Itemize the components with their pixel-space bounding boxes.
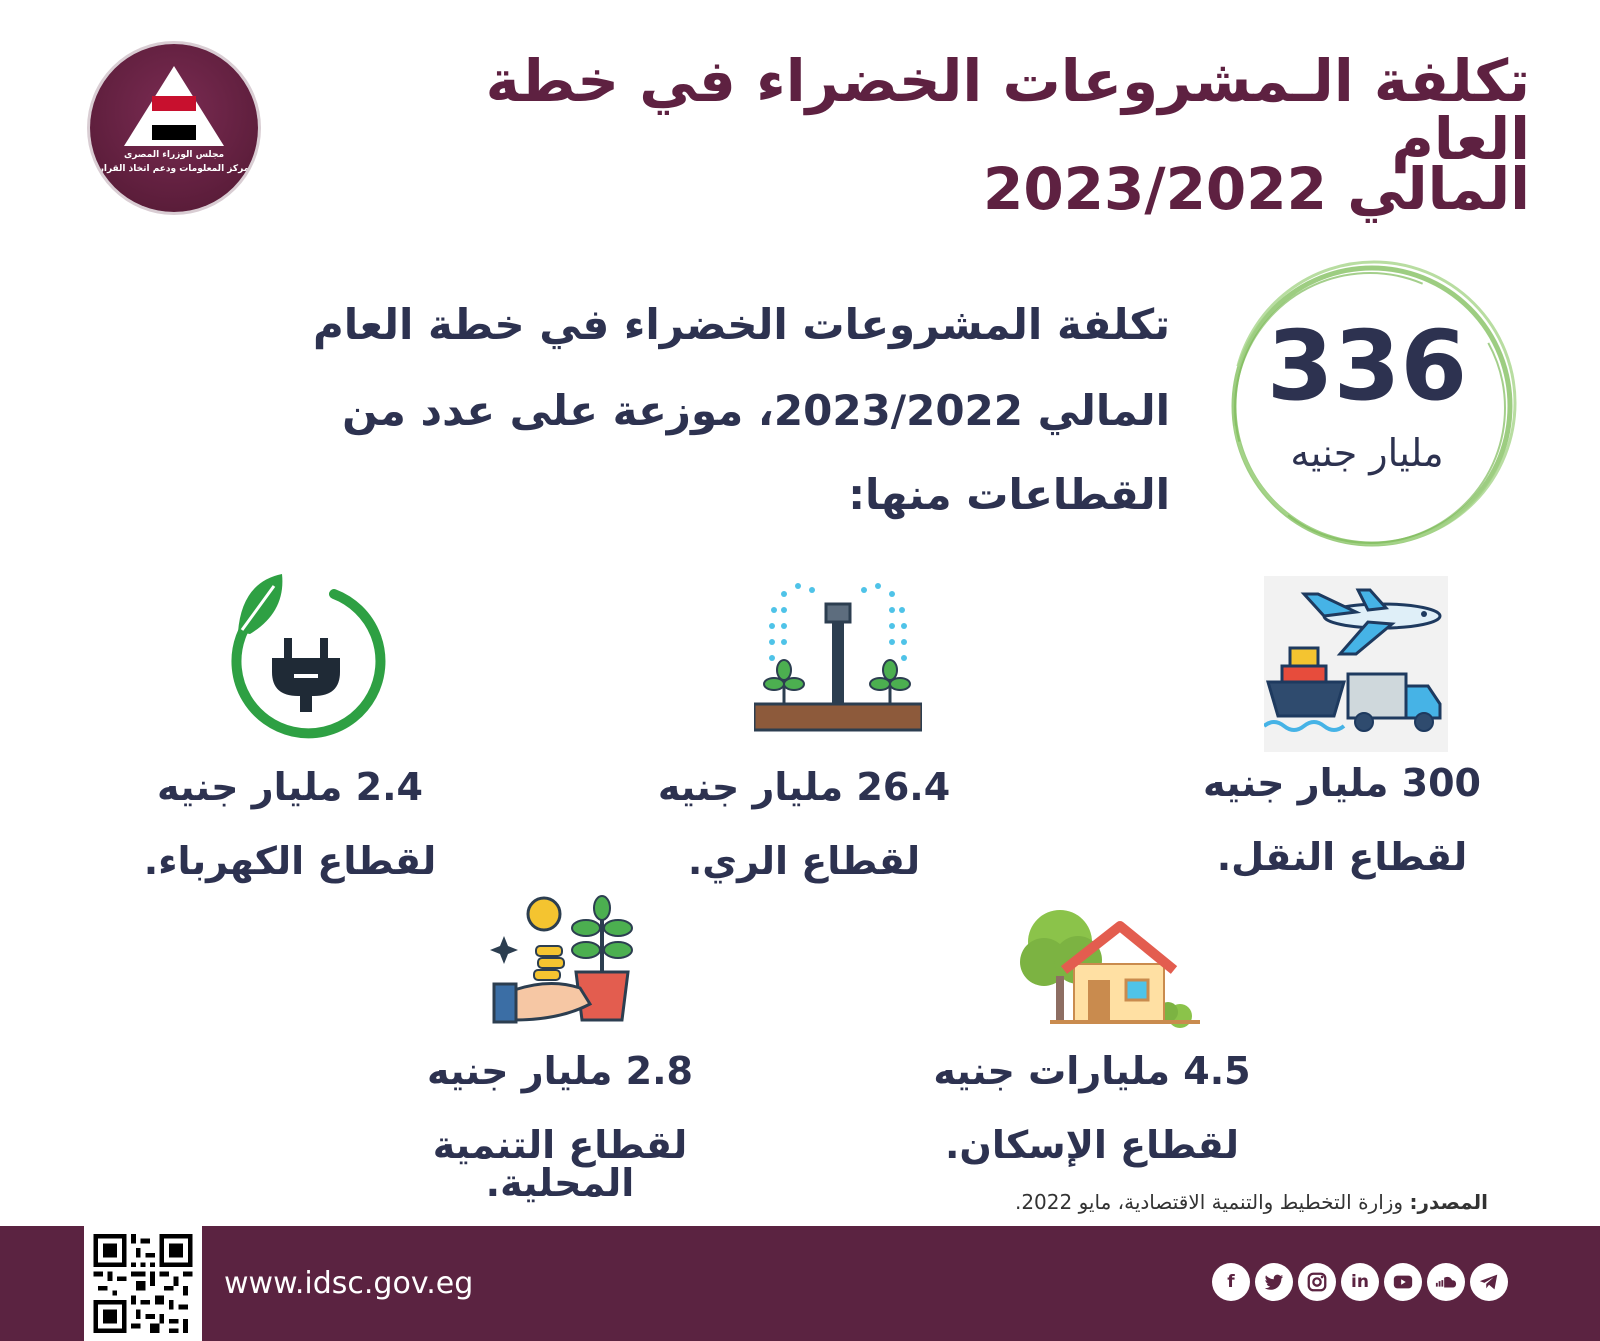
twitter-icon[interactable]: [1255, 1263, 1293, 1301]
sector-amount: 26.4 مليار جنيه: [657, 765, 951, 809]
sector-amount: 2.4 مليار جنيه: [157, 765, 423, 809]
sector-irrigation: [614, 765, 994, 883]
sector-label: لقطاع الري.: [687, 839, 921, 883]
page-title-line-2: المالي 2023/2022: [982, 155, 1530, 223]
logo-text-line-1: مجلس الوزراء المصرى: [123, 150, 225, 160]
website-link[interactable]: www.idsc.gov.eg: [224, 1266, 474, 1301]
linkedin-icon[interactable]: in: [1341, 1263, 1379, 1301]
source-text: وزارة التخطيط والتنمية الاقتصادية، مايو 2022.: [1014, 1190, 1410, 1214]
facebook-icon[interactable]: f: [1212, 1263, 1250, 1301]
sector-amount: 300 مليار جنيه: [1203, 761, 1481, 805]
electricity-icon: [226, 572, 386, 742]
logo-text-line-2: مركز المعلومات ودعم اتخاذ القرار: [98, 164, 250, 174]
egypt-flag-icon: [152, 96, 196, 140]
sector-label: لقطاع التنمية المحلية.: [432, 1123, 688, 1205]
social-links: [1212, 1263, 1508, 1301]
qr-code-icon: [92, 1234, 194, 1333]
sector-local-development: [370, 1049, 750, 1205]
idsc-logo: [90, 44, 258, 212]
sector-transport: [1152, 761, 1532, 879]
page-title-line-1: تكلفة الـمشروعات الخضراء في خطة العام: [485, 47, 1530, 173]
instagram-icon[interactable]: [1298, 1263, 1336, 1301]
transport-icon: [1264, 576, 1448, 752]
intro-line-3: القطاعات منها:: [848, 470, 1170, 519]
source-note: [1015, 1190, 1488, 1214]
sector-housing: [902, 1049, 1282, 1167]
soundcloud-icon[interactable]: [1427, 1263, 1465, 1301]
sector-amount: 2.8 مليار جنيه: [427, 1049, 693, 1093]
youtube-icon[interactable]: [1384, 1263, 1422, 1301]
housing-icon: [1020, 904, 1200, 1034]
local-development-icon: [490, 894, 640, 1034]
source-label: المصدر:: [1409, 1190, 1488, 1214]
telegram-icon[interactable]: [1470, 1263, 1508, 1301]
qr-code[interactable]: [84, 1226, 202, 1341]
intro-line-2: المالي 2023/2022، موزعة على عدد من: [342, 386, 1170, 435]
intro-line-1: تكلفة المشروعات الخضراء في خطة العام: [312, 300, 1170, 349]
irrigation-icon: [754, 580, 922, 740]
sector-label: لقطاع النقل.: [1216, 835, 1468, 879]
sector-electricity: [100, 765, 480, 883]
sector-label: لقطاع الكهرباء.: [143, 839, 437, 883]
sector-label: لقطاع الإسكان.: [944, 1123, 1240, 1167]
sector-amount: 4.5 مليارات جنيه: [933, 1049, 1251, 1093]
total-value: 336: [1266, 310, 1468, 422]
total-unit: مليار جنيه: [1290, 431, 1444, 475]
